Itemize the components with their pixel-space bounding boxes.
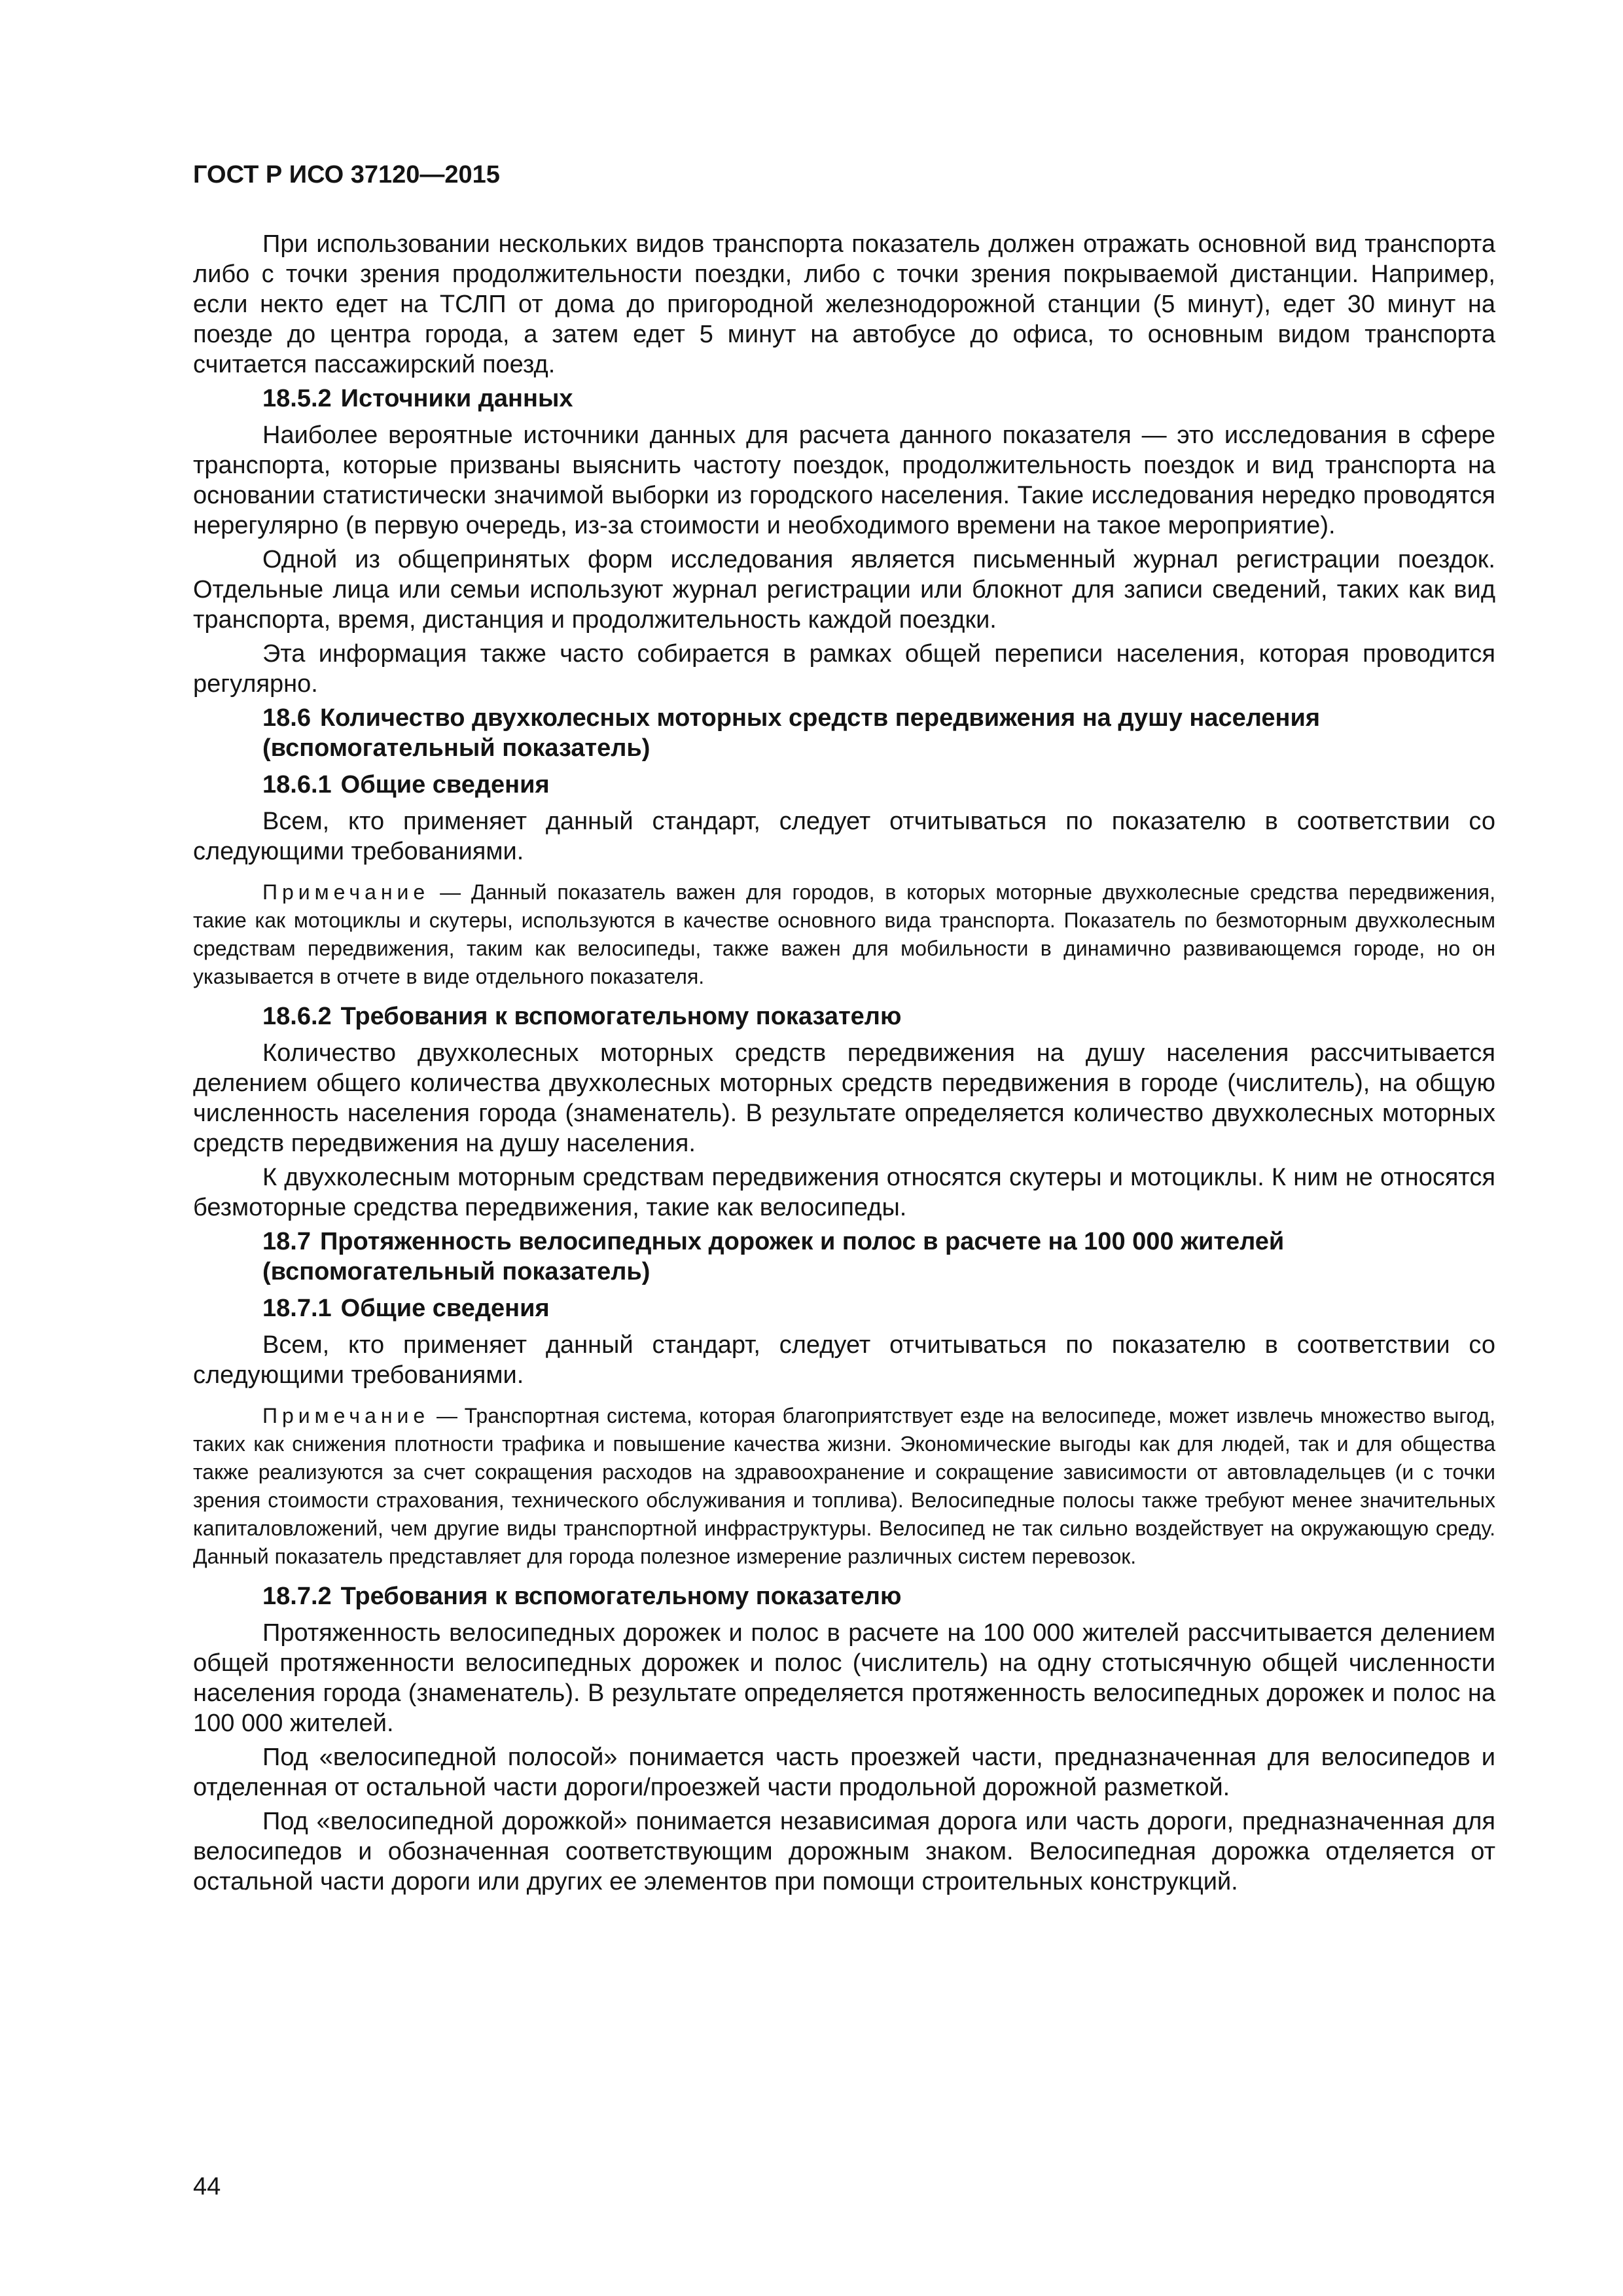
paragraph: Под «велосипедной дорожкой» понимается независимая дорога или часть дороги, предназначенная для велосипедов и обозначенная соответствующим дорожным знаком. Велосипедная дорожка отделяется от остальной части дороги или других ее элементов при помощи строительных конструкций. bbox=[193, 1808, 1495, 1895]
note bbox=[193, 1402, 1495, 1571]
note-text: — Данный показатель важен для городов, в которых моторные двухколесные средства передвижения, такие как мотоциклы и скутеры, используются в качестве основного вида транспорта. Показатель по безмоторным двухколесным средствам передвижения, таким как велосипеды, также важен для мобильности в динамично развивающемся городе, но он указывается в отчете в виде отдельного показателя. bbox=[193, 880, 1496, 988]
document-body bbox=[193, 229, 1495, 1901]
section-subtitle: (вспомогательный показатель) bbox=[262, 1258, 651, 1285]
paragraph: Одной из общепринятых форм исследования является письменный журнал регистрации поездок. Отдельные лица или семьи используют журнал регистрации или блокнот для записи сведений, таких как вид транспорта, время, дистанция и продолжительность каждой поездки. bbox=[193, 546, 1495, 634]
section-title: Количество двухколесных моторных средств передвижения на душу населения bbox=[319, 704, 1321, 732]
note-text: — Транспортная система, которая благоприятствует езде на велосипеде, может извлечь множество выгод, таких как снижения плотности трафика и повышение качества жизни. Экономические выгоды как для людей, так и для общества также реализуются за счет сокращения расходов на здравоохранение и сокращение зависимости от автовладельцев (и с точки зрения стоимости страхования, технического обслуживания и топлива). Велосипедные полосы также требуют менее значительных капиталовложений, чем другие виды транспортной инфраструктуры. Велосипед не так сильно воздействует на окружающую среду. Данный показатель представляет для города полезное измерение различных систем перевозок. bbox=[193, 1404, 1496, 1568]
note-label: Примечание bbox=[262, 1404, 430, 1427]
paragraph: К двухколесным моторным средствам передвижения относятся скутеры и мотоциклы. К ним не относятся безмоторные средства передвижения, такие как велосипеды. bbox=[193, 1164, 1495, 1221]
paragraph: Наиболее вероятные источники данных для расчета данного показателя — это исследования в сфере транспорта, которые призваны выяснить частоту поездок, продолжительность поездок и вид транспорта на основании статистически значимой выборки из городского населения. Такие исследования нередко проводятся нерегулярно (в первую очередь, из-за стоимости и необходимого времени на такое мероприятие). bbox=[193, 422, 1495, 539]
paragraph: Протяженность велосипедных дорожек и полос в расчете на 100 000 жителей рассчитывается делением общей протяженности велосипедных дорожек и полос (числитель) на одну стотысячную общей численности населения города (знаменатель). В результате определяется протяженность велосипедных дорожек и полос на 100 000 жителей. bbox=[193, 1619, 1495, 1737]
document-header: ГОСТ Р ИСО 37120—2015 bbox=[193, 161, 500, 188]
section-number: 18.6.2 bbox=[262, 1003, 332, 1030]
section-heading-18-7 bbox=[262, 1227, 1495, 1287]
section-title: Общие сведения bbox=[340, 1295, 550, 1322]
section-number: 18.6.1 bbox=[262, 771, 332, 798]
section-heading-18-6 bbox=[262, 703, 1495, 763]
section-number: 18.7.1 bbox=[262, 1295, 332, 1322]
section-subtitle: (вспомогательный показатель) bbox=[262, 734, 651, 762]
section-number: 18.5.2 bbox=[262, 385, 332, 412]
paragraph: Всем, кто применяет данный стандарт, следует отчитываться по показателю в соответствии со следующими требованиями. bbox=[193, 808, 1495, 865]
section-number: 18.7 bbox=[262, 1228, 311, 1255]
page-number: 44 bbox=[193, 2173, 221, 2200]
paragraph: Всем, кто применяет данный стандарт, следует отчитываться по показателю в соответствии со следующими требованиями. bbox=[193, 1331, 1495, 1389]
section-number: 18.6 bbox=[262, 704, 311, 732]
section-title: Требования к вспомогательному показателю bbox=[340, 1003, 902, 1030]
paragraph: Под «велосипедной полосой» понимается часть проезжей части, предназначенная для велосипедов и отделенная от остальной части дороги/проезжей части продольной дорожной разметкой. bbox=[193, 1744, 1495, 1801]
section-title: Источники данных bbox=[340, 385, 573, 412]
section-title: Общие сведения bbox=[340, 771, 550, 798]
paragraph: Количество двухколесных моторных средств передвижения на душу населения рассчитывается делением общего количества двухколесных моторных средств передвижения в городе (числитель), на общую численность населения города (знаменатель). В результате определяется количество двухколесных моторных средств передвижения на душу населения. bbox=[193, 1039, 1495, 1157]
section-title: Протяженность велосипедных дорожек и полос в расчете на 100 000 жителей bbox=[319, 1228, 1285, 1255]
section-heading-18-7-1 bbox=[262, 1293, 1495, 1323]
section-number: 18.7.2 bbox=[262, 1583, 332, 1610]
section-heading-18-7-2 bbox=[262, 1581, 1495, 1611]
paragraph: При использовании нескольких видов транспорта показатель должен отражать основной вид транспорта либо с точки зрения продолжительности поездки, либо с точки зрения покрываемой дистанции. Например, если некто едет на ТСЛП от дома до пригородной железнодорожной станции (5 минут), едет 30 минут на поезде до центра города, а затем едет 5 минут на автобусе до офиса, то основным видом транспорта считается пассажирский поезд. bbox=[193, 230, 1495, 378]
note-label: Примечание bbox=[262, 880, 430, 904]
paragraph: Эта информация также часто собирается в рамках общей переписи населения, которая проводится регулярно. bbox=[193, 640, 1495, 698]
section-heading-18-6-1 bbox=[262, 770, 1495, 800]
section-heading-18-5-2 bbox=[262, 384, 1495, 414]
note bbox=[193, 878, 1495, 991]
section-heading-18-6-2 bbox=[262, 1001, 1495, 1031]
section-title: Требования к вспомогательному показателю bbox=[340, 1583, 902, 1610]
